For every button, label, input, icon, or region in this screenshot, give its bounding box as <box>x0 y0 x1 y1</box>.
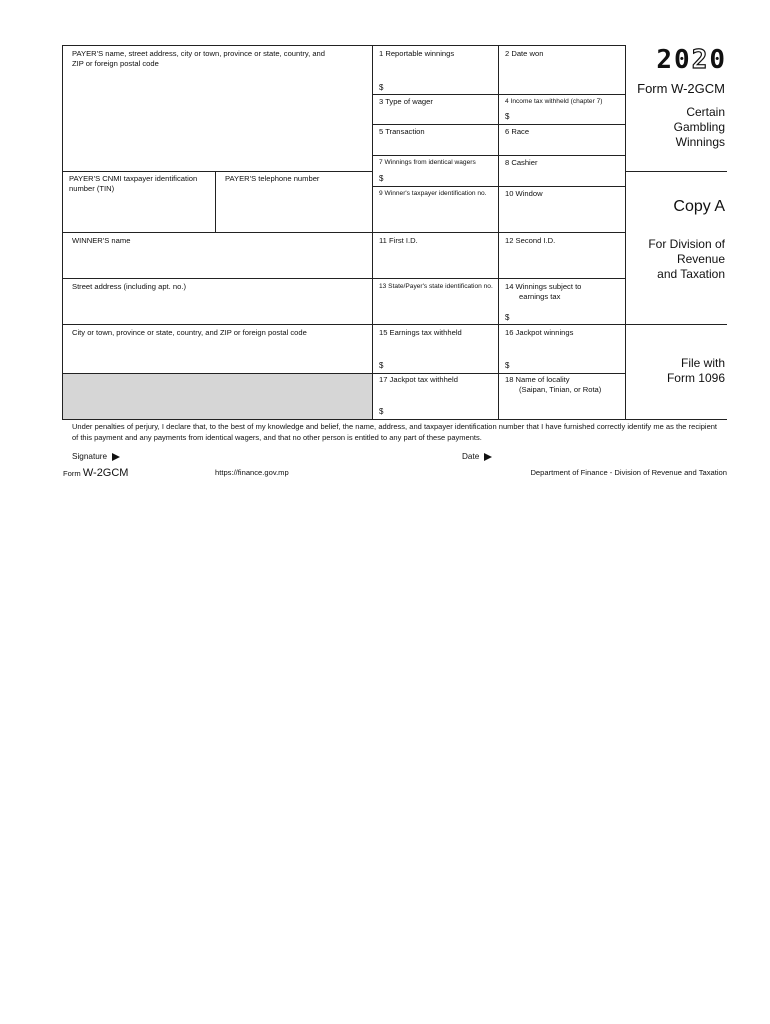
form-title-line: Gambling <box>673 120 725 134</box>
rule <box>62 324 372 325</box>
rule <box>372 45 373 419</box>
rule <box>62 232 372 233</box>
winner-name-label: WINNER'S name <box>72 236 131 245</box>
footer-url[interactable]: https://finance.gov.mp <box>215 468 289 477</box>
rule <box>62 45 63 419</box>
copy-recipient <box>605 237 725 282</box>
box-3-label: 3 Type of wager <box>379 97 433 106</box>
w2gcm-form <box>62 45 727 480</box>
box-17-label: 17 Jackpot tax withheld <box>379 375 458 384</box>
footer-department: Department of Finance - Division of Revenue and Taxation <box>530 468 727 477</box>
form-title-line: Winnings <box>675 135 725 149</box>
box-16-label: 16 Jackpot winnings <box>505 328 574 337</box>
file-with-line: File with <box>680 356 725 370</box>
box-16-dollar: $ <box>505 361 510 370</box>
form-title <box>605 105 725 150</box>
rule <box>215 171 216 232</box>
payer-tin-label: PAYER'S CNMI taxpayer identification <box>69 174 198 183</box>
box-4-dollar: $ <box>505 112 510 121</box>
form-name: Form W-2GCM <box>637 81 725 96</box>
payer-name-label-2: ZIP or foreign postal code <box>72 59 159 68</box>
box-14-label: 14 Winnings subject to <box>505 282 582 291</box>
box-17-dollar: $ <box>379 407 384 416</box>
tax-year: 2020 <box>656 45 727 75</box>
copy-recipient-line: Revenue <box>676 252 725 266</box>
box-6-label: 6 Race <box>505 127 530 136</box>
arrow-right-icon <box>484 453 492 461</box>
winner-street-label: Street address (including apt. no.) <box>72 282 186 291</box>
copy-label: Copy A <box>673 198 725 215</box>
arrow-right-icon <box>112 453 120 461</box>
signature-label <box>72 451 120 462</box>
copy-recipient-line: and Taxation <box>657 267 725 281</box>
box-14-dollar: $ <box>505 313 510 322</box>
box-1-dollar: $ <box>379 83 384 92</box>
box-15-dollar: $ <box>379 361 384 370</box>
box-8-label: 8 Cashier <box>505 158 538 167</box>
copy-recipient-line: For Division of <box>648 237 725 251</box>
box-12-label: 12 Second I.D. <box>505 236 556 245</box>
perjury-statement: Under penalties of perjury, I declare that, to the best of my knowledge and belief, the name, address, and taxpayer identification number that I have furnished correctly identify me as the recipient of this payment and any payments from identical wagers, and that no other person is entitled to any part of these payments. <box>72 422 717 442</box>
form-title-line: Certain <box>686 105 725 119</box>
box-15-label: 15 Earnings tax withheld <box>379 328 462 337</box>
rule <box>62 278 372 279</box>
file-with-note <box>605 356 725 386</box>
box-7-label: 7 Winnings from identical wagers <box>379 159 476 166</box>
date-label <box>462 451 492 462</box>
box-7-dollar: $ <box>379 174 384 183</box>
rule <box>625 171 727 172</box>
footer-form-id <box>63 467 128 480</box>
box-11-label: 11 First I.D. <box>379 236 418 245</box>
file-with-line: Form 1096 <box>666 371 725 385</box>
date-text: Date <box>462 452 480 461</box>
winner-city-label: City or town, province or state, country, and ZIP or foreign postal code <box>72 328 307 337</box>
box-14-label-2: earnings tax <box>519 292 561 301</box>
rule <box>62 45 625 46</box>
payer-tin-label-2: number (TIN) <box>69 184 115 193</box>
box-18-label-2: (Saipan, Tinian, or Rota) <box>519 385 602 394</box>
rule <box>625 324 727 325</box>
payer-name-label: PAYER'S name, street address, city or town, province or state, country, and <box>72 49 325 58</box>
rule <box>62 171 372 172</box>
footer-form-code: W-2GCM <box>82 467 129 479</box>
box-13-label: 13 State/Payer's state identification no. <box>379 283 493 290</box>
box-2-label: 2 Date won <box>505 49 544 58</box>
shaded-box <box>63 374 372 419</box>
rule <box>62 419 727 420</box>
box-1-label: 1 Reportable winnings <box>379 49 455 58</box>
box-18-label: 18 Name of locality <box>505 375 570 384</box>
box-4-label: 4 Income tax withheld (chapter 7) <box>505 98 603 105</box>
payer-phone-label: PAYER'S telephone number <box>225 174 320 183</box>
rule <box>498 45 499 419</box>
box-9-label: 9 Winner's taxpayer identification no. <box>379 190 487 197</box>
footer-form-word: Form <box>63 469 81 478</box>
signature-text: Signature <box>72 452 108 461</box>
box-10-label: 10 Window <box>505 189 543 198</box>
box-5-label: 5 Transaction <box>379 127 425 136</box>
